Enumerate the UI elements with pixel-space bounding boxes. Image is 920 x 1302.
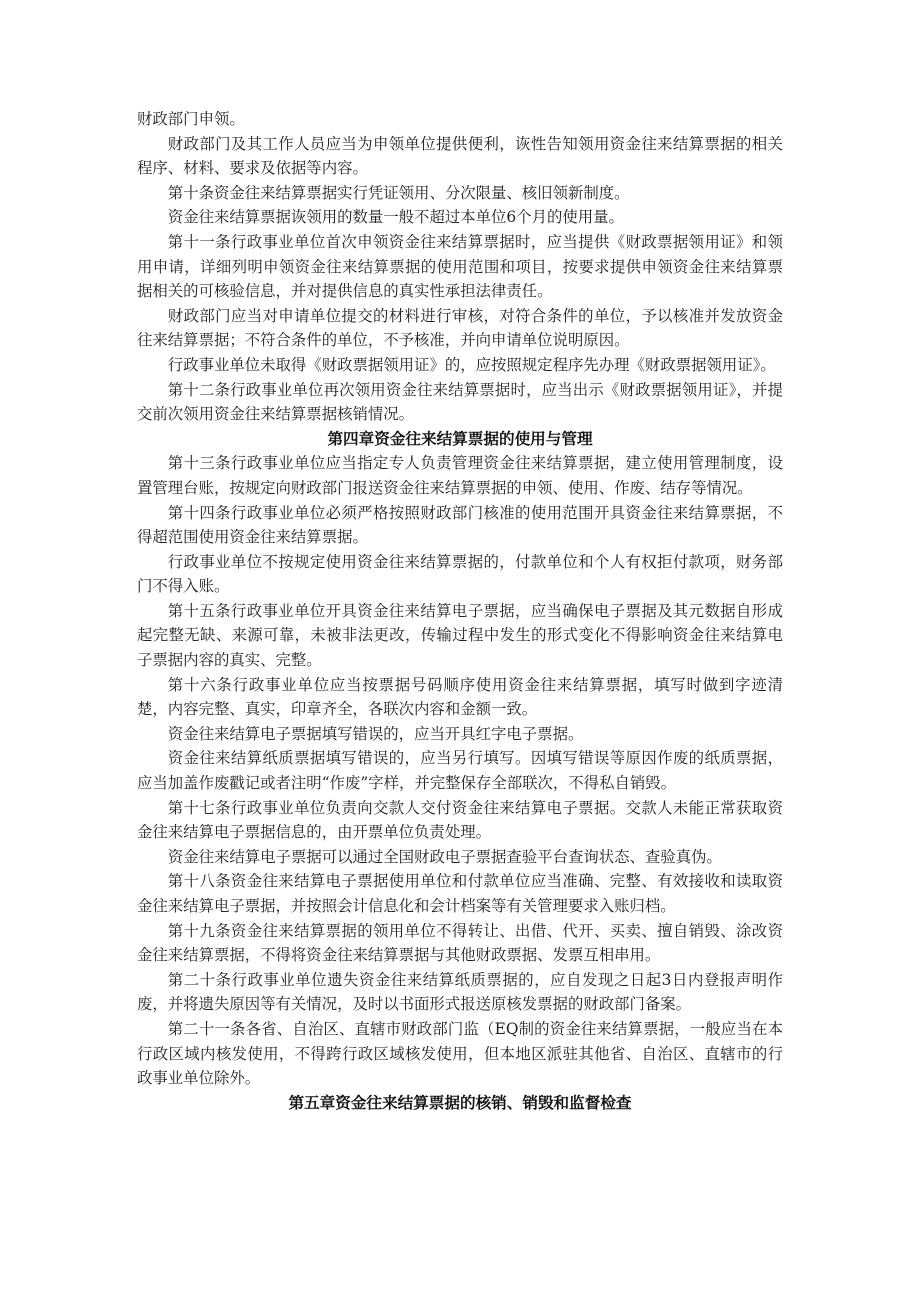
paragraph: 行政事业单位不按规定使用资金往来结算票据的，付款单位和个人有权拒付款项，财务部门不得入账。: [137, 552, 783, 596]
paragraph: 资金往来结算电子票据可以通过全国财政电子票据查验平台查询状态、查验真伪。: [167, 847, 722, 866]
paragraph: 第十七条行政事业单位负责向交款人交付资金往来结算电子票据。交款人未能正常获取资金往来结算电子票据信息的，由开票单位负责处理。: [137, 798, 783, 842]
paragraph: 资金往来结算电子票据填写错误的，应当开具红字电子票据。: [167, 724, 584, 743]
chapter-heading: 第四章资金往来结算票据的使用与管理: [327, 429, 593, 448]
paragraph: 行政事业单位未取得《财政票据领用证》的，应按照规定程序先办理《财政票据领用证》。: [167, 355, 776, 374]
paragraph: 第十二条行政事业单位再次领用资金往来结算票据时，应当出示《财政票据领用证》，并提交前次领用资金往来结算票据核销情况。: [137, 380, 783, 424]
paragraph: 第十五条行政事业单位开具资金往来结算电子票据，应当确保电子票据及其元数据自形成起完整无缺、来源可靠，未被非法更改，传输过程中发生的形式变化不得影响资金往来结算电子票据内容的真实、完整。: [137, 601, 783, 670]
chapter-heading: 第五章资金往来结算票据的核销、销毁和监督检查: [288, 1093, 632, 1112]
paragraph: 第十一条行政事业单位首次申领资金往来结算票据时，应当提供《财政票据领用证》和领用申请，详细列明申领资金往来结算票据的使用范围和项目，按要求提供申领资金往来结算票据相关的可核验信息，并对提供信息的真实性承担法律责任。: [137, 232, 783, 301]
paragraph: 第十三条行政事业单位应当指定专人负责管理资金往来结算票据，建立使用管理制度，设置管理台账，按规定向财政部门报送资金往来结算票据的申领、使用、作废、结存等情况。: [137, 454, 783, 497]
paragraph: 财政部门及其工作人员应当为申领单位提供便利，诙性告知领用资金往来结算票据的相关程序、材料、要求及依据等内容。: [137, 134, 783, 178]
paragraph: 第十八条资金往来结算电子票据使用单位和付款单位应当准确、完整、有效接收和读取资金往来结算电子票据，并按照会计信息化和会计档案等有关管理要求入账归档。: [137, 872, 783, 915]
paragraph: 资金往来结算票据诙领用的数量一般不超过本单位6个月的使用量。: [167, 208, 624, 227]
paragraph: 资金往来结算纸质票据填写错误的，应当另行填写。因填写错误等原因作废的纸质票据，应当加盖作废戳记或者注明“作废”字样，并完整保存全部联次，不得私自销毁。: [137, 749, 783, 793]
paragraph: 第十条资金往来结算票据实行凭证领用、分次限量、核旧领新制度。: [167, 183, 630, 202]
paragraph: 财政部门申领。: [137, 110, 245, 128]
paragraph: 第十九条资金往来结算票据的领用单位不得转让、出借、代开、买卖、擅自销毁、涂改资金往来结算票据，不得将资金往来结算票据与其他财政票据、发票互相串用。: [137, 921, 783, 965]
document-body: [137, 107, 783, 1115]
paragraph: 第二十一条各省、自治区、直辖市财政部门监（EQ制的资金往来结算票据，一般应当在本行政区域内核发使用，不得跨行政区域核发使用，但本地区派驻其他省、自治区、直辖市的行政事业单位除外。: [137, 1019, 783, 1088]
paragraph: 第十六条行政事业单位应当按票据号码顺序使用资金往来结算票据，填写时做到字迹清楚，内容完整、真实，印章齐全，各联次内容和金额一致。: [137, 675, 783, 719]
paragraph: 第二十条行政事业单位遗失资金往来结算纸质票据的，应自发现之日起3日内登报声明作废，并将遗失原因等有关情况，及时以书面形式报送原核发票据的财政部门备案。: [137, 970, 783, 1014]
paragraph: 财政部门应当对申请单位提交的材料进行审核，对符合条件的单位，予以核准并发放资金往来结算票据；不符合条件的单位，不予核准，并向申请单位说明原因。: [137, 306, 783, 350]
paragraph: 第十四条行政事业单位必须严格按照财政部门核准的使用范围开具资金往来结算票据，不得超范围使用资金往来结算票据。: [137, 503, 783, 547]
